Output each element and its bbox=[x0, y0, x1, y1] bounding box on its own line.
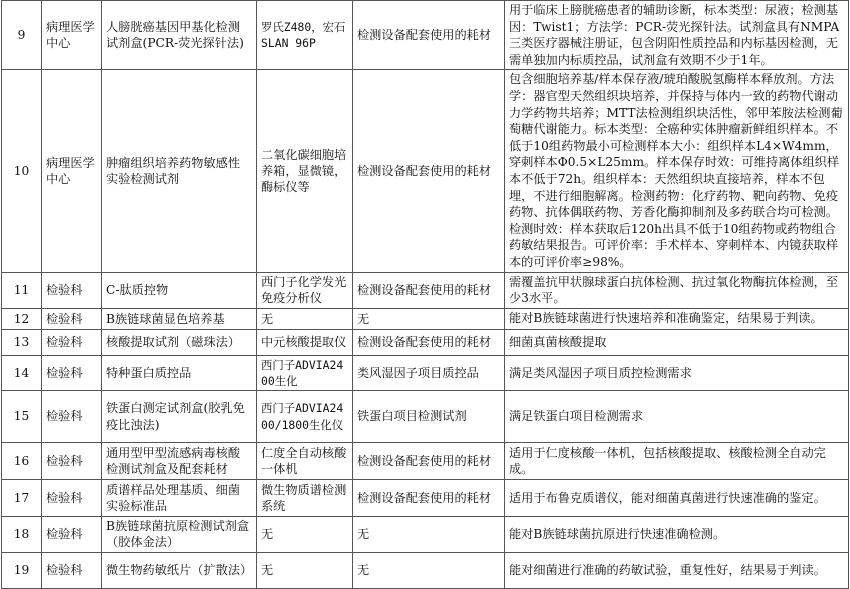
row-number: 15 bbox=[2, 391, 42, 443]
department-cell: 病理医学中心 bbox=[42, 1, 102, 70]
requirement-cell: 满足铁蛋白项目检测需求 bbox=[505, 391, 849, 443]
device-cell: 仁度全自动核酸一体机 bbox=[257, 443, 353, 480]
table-row bbox=[2, 329, 849, 355]
requirement-cell: 能对B族链球菌抗原进行快速准确检测。 bbox=[505, 517, 849, 552]
row-number: 10 bbox=[2, 70, 42, 272]
requirement-cell: 适用于布鲁克质谱仪，能对细菌真菌进行快速准确的鉴定。 bbox=[505, 480, 849, 517]
product-name-cell: B族链球菌抗原检测试剂盒（胶体金法） bbox=[102, 517, 257, 552]
table-row bbox=[2, 1, 849, 70]
table-row bbox=[2, 355, 849, 390]
type-cell: 检测设备配套使用的耗材 bbox=[353, 1, 505, 70]
row-number: 18 bbox=[2, 517, 42, 552]
type-cell: 检测设备配套使用的耗材 bbox=[353, 70, 505, 272]
device-cell: 西门子ADVIA2400/1800生化仪 bbox=[257, 391, 353, 443]
procurement-table bbox=[1, 0, 849, 589]
row-number: 16 bbox=[2, 443, 42, 480]
device-cell: 罗氏Z480，宏石SLAN 96P bbox=[257, 1, 353, 70]
department-cell: 检验科 bbox=[42, 355, 102, 390]
product-name-cell: 核酸提取试剂（磁珠法） bbox=[102, 329, 257, 355]
table-row bbox=[2, 308, 849, 329]
product-name-cell: B族链球菌显色培养基 bbox=[102, 308, 257, 329]
device-cell: 西门子化学发光免疫分析仪 bbox=[257, 272, 353, 308]
row-number: 12 bbox=[2, 308, 42, 329]
product-name-cell: 微生物药敏纸片（扩散法） bbox=[102, 552, 257, 588]
product-name-cell: 通用型甲型流感病毒核酸检测试剂盒及配套耗材 bbox=[102, 443, 257, 480]
type-cell: 检测设备配套使用的耗材 bbox=[353, 443, 505, 480]
department-cell: 检验科 bbox=[42, 308, 102, 329]
type-cell: 无 bbox=[353, 517, 505, 552]
requirement-cell: 能对细菌进行准确的药敏试验，重复性好，结果易于判读。 bbox=[505, 552, 849, 588]
row-number: 14 bbox=[2, 355, 42, 390]
department-cell: 检验科 bbox=[42, 552, 102, 588]
device-cell: 二氧化碳细胞培养箱，显微镜，酶标仪等 bbox=[257, 70, 353, 272]
requirement-cell: 细菌真菌核酸提取 bbox=[505, 329, 849, 355]
table-row bbox=[2, 480, 849, 517]
device-cell: 西门子ADVIA2400生化 bbox=[257, 355, 353, 390]
requirement-cell: 用于临床上膀胱癌患者的辅助诊断，标本类型：尿液；检测基因：Twist1；方法学：PCR-荧光探针法。试剂盒具有NMPA三类医疗器械注册证，包含阴阳性质控品和内标基因检测，无需单独加内标质控品，试剂盒有效期不少于1年。 bbox=[505, 1, 849, 70]
department-cell: 检验科 bbox=[42, 443, 102, 480]
requirement-cell: 能对B族链球菌进行快速培养和准确鉴定，结果易于判读。 bbox=[505, 308, 849, 329]
row-number: 17 bbox=[2, 480, 42, 517]
product-name-cell: 特种蛋白质控品 bbox=[102, 355, 257, 390]
requirement-cell: 包含细胞培养基/样本保存液/琥珀酸脱氢酶样本释放剂。方法学：器官型天然组织块培养，并保持与体内一致的药物代谢动力学药物共培养；MTT法检测组织块活性，邻甲苯胺法检测葡萄糖代谢能力。标本类型：全癌种实体肿瘤新鲜组织样本。不低于10组药物最小可检测样本大小：组织样本L4×W4mm，穿刺样本Φ0.5×L25mm。样本保存时效：可维持离体组织样本不低于72h。组织样本：天然组织块直接培养，样本不包埋，不进行细胞解离。检测药物：化疗药物、靶向药物、免疫药物、抗体偶联药物、芳香化酶抑制剂及多药联合均可检测。检测时效：样本获取后120h出具不低于10组药物或药物组合药敏结果报告。可评价率：手术样本、穿刺样本、内镜获取样本的可评价率≥98%。 bbox=[505, 70, 849, 272]
department-cell: 检验科 bbox=[42, 517, 102, 552]
type-cell: 检测设备配套使用的耗材 bbox=[353, 480, 505, 517]
product-name-cell: C-肽质控物 bbox=[102, 272, 257, 308]
device-cell: 无 bbox=[257, 552, 353, 588]
table-row bbox=[2, 443, 849, 480]
product-name-cell: 肿瘤组织培养药物敏感性实验检测试剂 bbox=[102, 70, 257, 272]
row-number: 11 bbox=[2, 272, 42, 308]
product-name-cell: 人膀胱癌基因甲基化检测试剂盒(PCR-荧光探针法) bbox=[102, 1, 257, 70]
department-cell: 检验科 bbox=[42, 480, 102, 517]
department-cell: 病理医学中心 bbox=[42, 70, 102, 272]
table-row bbox=[2, 70, 849, 272]
device-cell: 中元核酸提取仪 bbox=[257, 329, 353, 355]
row-number: 9 bbox=[2, 1, 42, 70]
table-row bbox=[2, 391, 849, 443]
requirement-cell: 满足类风湿因子项目质控检测需求 bbox=[505, 355, 849, 390]
department-cell: 检验科 bbox=[42, 391, 102, 443]
department-cell: 检验科 bbox=[42, 272, 102, 308]
requirement-cell: 需覆盖抗甲状腺球蛋白抗体检测、抗过氧化物酶抗体检测，至少3水平。 bbox=[505, 272, 849, 308]
device-cell: 无 bbox=[257, 308, 353, 329]
device-cell: 无 bbox=[257, 517, 353, 552]
type-cell: 检测设备配套使用的耗材 bbox=[353, 329, 505, 355]
product-name-cell: 质谱样品处理基质、细菌实验标准品 bbox=[102, 480, 257, 517]
department-cell: 检验科 bbox=[42, 329, 102, 355]
product-name-cell: 铁蛋白测定试剂盒(胶乳免疫比浊法) bbox=[102, 391, 257, 443]
type-cell: 无 bbox=[353, 308, 505, 329]
type-cell: 铁蛋白项目检测试剂 bbox=[353, 391, 505, 443]
device-cell: 微生物质谱检测系统 bbox=[257, 480, 353, 517]
type-cell: 无 bbox=[353, 552, 505, 588]
row-number: 19 bbox=[2, 552, 42, 588]
type-cell: 类风湿因子项目质控品 bbox=[353, 355, 505, 390]
requirement-cell: 适用于仁度核酸一体机，包括核酸提取、核酸检测全自动完成。 bbox=[505, 443, 849, 480]
row-number: 13 bbox=[2, 329, 42, 355]
table-row bbox=[2, 517, 849, 552]
table-row bbox=[2, 272, 849, 308]
type-cell: 检测设备配套使用的耗材 bbox=[353, 272, 505, 308]
